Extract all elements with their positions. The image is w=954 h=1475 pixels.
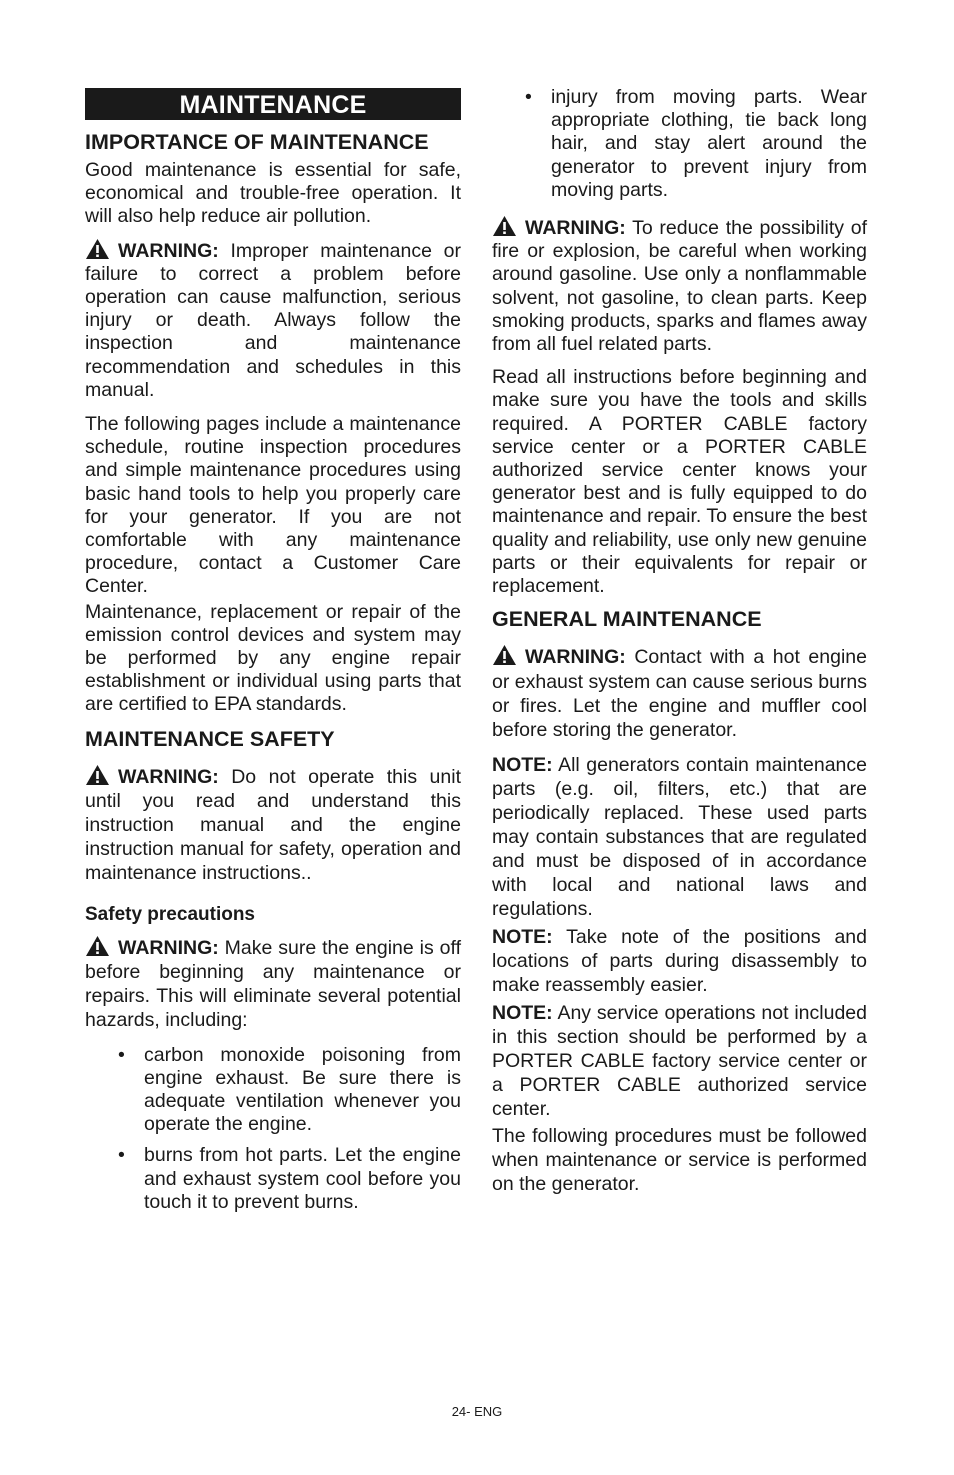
safety-heading: MAINTENANCE SAFETY <box>85 726 335 751</box>
section-banner: MAINTENANCE <box>85 88 461 120</box>
warning-label: WARNING: <box>118 765 219 788</box>
warning-triangle-icon <box>492 644 517 666</box>
importance-warning <box>85 238 461 402</box>
importance-pages: The following pages include a maintenance schedule, routine inspection procedures and simple maintenance procedures using basic hand tools to help you properly care for your generator. If you are not comfortable with any maintenance procedure, contact a Customer Care Center. <box>85 413 461 598</box>
note-label: NOTE: <box>492 753 553 776</box>
warning-label: WARNING: <box>525 646 626 669</box>
left-column <box>85 88 461 1214</box>
note-label: NOTE: <box>492 1001 553 1024</box>
note-label: NOTE: <box>492 925 553 948</box>
warning-triangle-icon <box>492 215 517 237</box>
warning-text: To reduce the possibility of fire or explosion, be careful when working around gasoline. Use only a nonflammable solvent, not gasoline, to clean parts. Keep smoking products, sparks and flames away from all fuel related parts. <box>492 217 867 356</box>
read-instructions: Read all instructions before beginning and make sure you have the tools and skills required. A PORTER CABLE factory service center or a PORTER CABLE authorized service center knows your generator best and is fully equipped to do maintenance and repair. To ensure the best quality and reliability, use only new genuine parts or their equivalents for repair or replacement. <box>492 366 867 598</box>
safety-warning <box>85 764 461 885</box>
warning-label: WARNING: <box>118 239 219 262</box>
list-item: • burns from hot parts. Let the engine and exhaust system cool before you touch it to prevent burns. <box>118 1144 461 1213</box>
warning-text: Do not operate this unit until you read and understand this instruction manual and the engine instruction manual for safety, operation and maintenance instructions.. <box>85 765 461 884</box>
importance-emission: Maintenance, replacement or repair of the emission control devices and system may be performed by any engine repair establishment or individual using parts that are certified to EPA standards. <box>85 600 461 716</box>
warning-label: WARNING: <box>525 217 626 240</box>
importance-heading: IMPORTANCE OF MAINTENANCE <box>85 130 429 154</box>
hazard-list-continued <box>525 86 867 202</box>
hazard-list <box>118 1044 461 1214</box>
list-item: • injury from moving parts. Wear appropriate clothing, tie back long hair, and stay alert around the generator to prevent injury from moving parts. <box>525 86 867 201</box>
safety-precautions-heading: Safety precautions <box>85 903 255 925</box>
page-number: 24- ENG <box>451 1404 503 1419</box>
note-1: NOTE: All generators contain maintenance parts (e.g. oil, filters, etc.) that are periodically replaced. These used parts may contain substances that are regulated and must be disposed of in accordance with local and national laws and regulations. <box>492 753 867 920</box>
general-warning <box>492 644 867 743</box>
warning-triangle-icon <box>85 935 110 957</box>
warning-text: Improper maintenance or failure to correct a problem before operation can cause malfunction, serious injury or death. Always follow the inspection and maintenance recommendation and schedules in this manual. <box>85 239 461 401</box>
right-column <box>492 86 867 1196</box>
fire-warning <box>492 215 867 356</box>
warning-text: Contact with a hot engine or exhaust system can cause serious burns or fires. Let the engine and muffler cool before storing the generator. <box>492 646 868 742</box>
precaution-warning <box>85 935 461 1032</box>
warning-text: Make sure the engine is off before beginning any maintenance or repairs. This will eliminate several potential hazards, including: <box>85 936 461 1031</box>
warning-label: WARNING: <box>118 936 219 959</box>
note-3: NOTE: Any service operations not included in this section should be performed by a PORTER CABLE factory service center or a PORTER CABLE authorized service center. <box>492 1001 867 1120</box>
importance-intro: Good maintenance is essential for safe, economical and trouble-free operation. It will also help reduce air pollution. <box>85 159 461 228</box>
warning-triangle-icon <box>85 764 110 786</box>
list-item: • carbon monoxide poisoning from engine exhaust. Be sure there is adequate ventilation whenever you operate the engine. <box>118 1043 461 1136</box>
general-heading: GENERAL MAINTENANCE <box>492 607 762 632</box>
note-2: NOTE: Take note of the positions and locations of parts during disassembly to make reassembly easier. <box>492 925 867 996</box>
warning-triangle-icon <box>85 238 110 260</box>
closing-text: The following procedures must be followed when maintenance or service is performed on the generator. <box>492 1124 867 1195</box>
